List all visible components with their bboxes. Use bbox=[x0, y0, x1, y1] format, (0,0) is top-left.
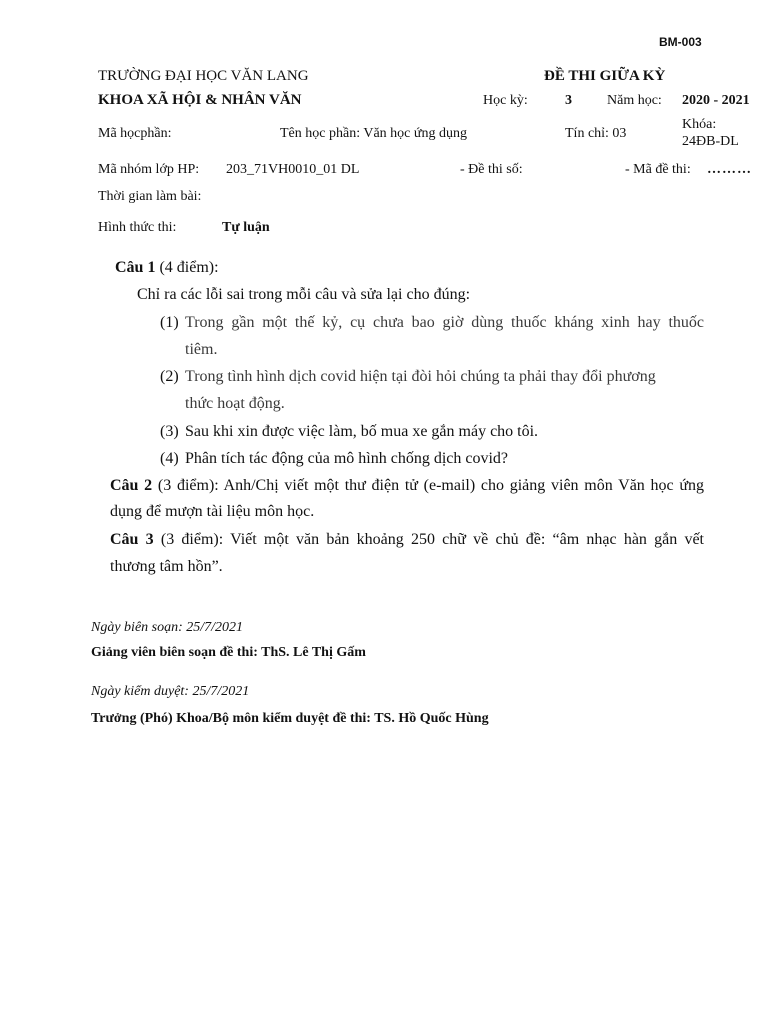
exam-code-label: - Mã đề thi: bbox=[625, 162, 691, 177]
item-3-number: (3) bbox=[160, 423, 179, 440]
item-2-line-2: thức hoạt động. bbox=[185, 395, 285, 412]
item-1-line-1: Trong gần một thế kỷ, cụ chưa bao giờ dùng thuốc kháng xinh hay thuốc bbox=[185, 314, 704, 331]
item-4-number: (4) bbox=[160, 450, 179, 467]
faculty-name: KHOA XÃ HỘI & NHÂN VĂN bbox=[98, 92, 302, 108]
question-3-title: Câu 3 bbox=[110, 531, 154, 548]
question-2-text: (3 điểm): Anh/Chị viết một thư điện tử (e-mail) cho giảng viên môn Văn học ứng bbox=[152, 477, 705, 494]
reviewer: Trưởng (Phó) Khoa/Bộ môn kiểm duyệt đề thi: TS. Hồ Quốc Hùng bbox=[91, 711, 489, 726]
review-date: Ngày kiểm duyệt: 25/7/2021 bbox=[91, 684, 250, 699]
compiler: Giảng viên biên soạn đề thi: ThS. Lê Thị Gấm bbox=[91, 645, 366, 660]
question-2-title: Câu 2 bbox=[110, 477, 153, 494]
cohort-value: 24ĐB-DL bbox=[682, 134, 739, 149]
item-2-number: (2) bbox=[160, 368, 179, 385]
credits: Tín chỉ: 03 bbox=[565, 126, 627, 141]
university-name: TRƯỜNG ĐẠI HỌC VĂN LANG bbox=[98, 68, 309, 84]
question-3-text: (3 điểm): Viết một văn bản khoảng 250 chữ về chủ đề: “âm nhạc hàn gắn vết bbox=[153, 531, 704, 548]
group-value: 203_71VH0010_01 DL bbox=[226, 162, 360, 177]
course-name: Tên học phần: Văn học ứng dụng bbox=[280, 126, 467, 141]
question-3-line-2: thương tâm hồn”. bbox=[110, 558, 223, 575]
year-value: 2020 - 2021 bbox=[682, 93, 750, 108]
form-code: BM-003 bbox=[659, 35, 702, 49]
group-label: Mã nhóm lớp HP: bbox=[98, 162, 200, 177]
question-2-line-1 bbox=[110, 477, 704, 495]
item-1-line-2: tiêm. bbox=[185, 341, 218, 358]
semester-value: 3 bbox=[565, 93, 572, 108]
time-label: Thời gian làm bài: bbox=[98, 189, 202, 204]
compiled-date: Ngày biên soạn: 25/7/2021 bbox=[91, 620, 244, 635]
question-1-heading bbox=[115, 259, 219, 277]
item-4-line-1: Phân tích tác động của mô hình chống dịch covid? bbox=[185, 450, 509, 467]
question-1-title: Câu 1 bbox=[115, 259, 156, 276]
exam-code-value: ……… bbox=[707, 162, 752, 177]
item-2-line-1: Trong tình hình dịch covid hiện tại đòi hỏi chúng ta phải thay đổi phương bbox=[185, 368, 656, 385]
cohort-label: Khóa: bbox=[682, 117, 717, 132]
year-label: Năm học: bbox=[607, 93, 662, 108]
item-1-number: (1) bbox=[160, 314, 179, 331]
semester-label: Học kỳ: bbox=[483, 93, 528, 108]
question-3-line-1 bbox=[110, 531, 704, 549]
course-code-label: Mã họcphần: bbox=[98, 126, 172, 141]
item-3-line-1: Sau khi xin được việc làm, bố mua xe gắn máy cho tôi. bbox=[185, 423, 539, 440]
format-label: Hình thức thi: bbox=[98, 220, 177, 235]
exam-number-label: - Đề thi số: bbox=[460, 162, 523, 177]
exam-title: ĐỀ THI GIỮA KỲ bbox=[544, 68, 666, 84]
question-2-line-2: dụng để mượn tài liệu môn học. bbox=[110, 503, 315, 520]
format-value: Tự luận bbox=[222, 220, 270, 235]
question-1-instruction: Chỉ ra các lỗi sai trong mỗi câu và sửa lại cho đúng: bbox=[137, 286, 471, 303]
question-1-points: (4 điểm): bbox=[155, 259, 219, 276]
